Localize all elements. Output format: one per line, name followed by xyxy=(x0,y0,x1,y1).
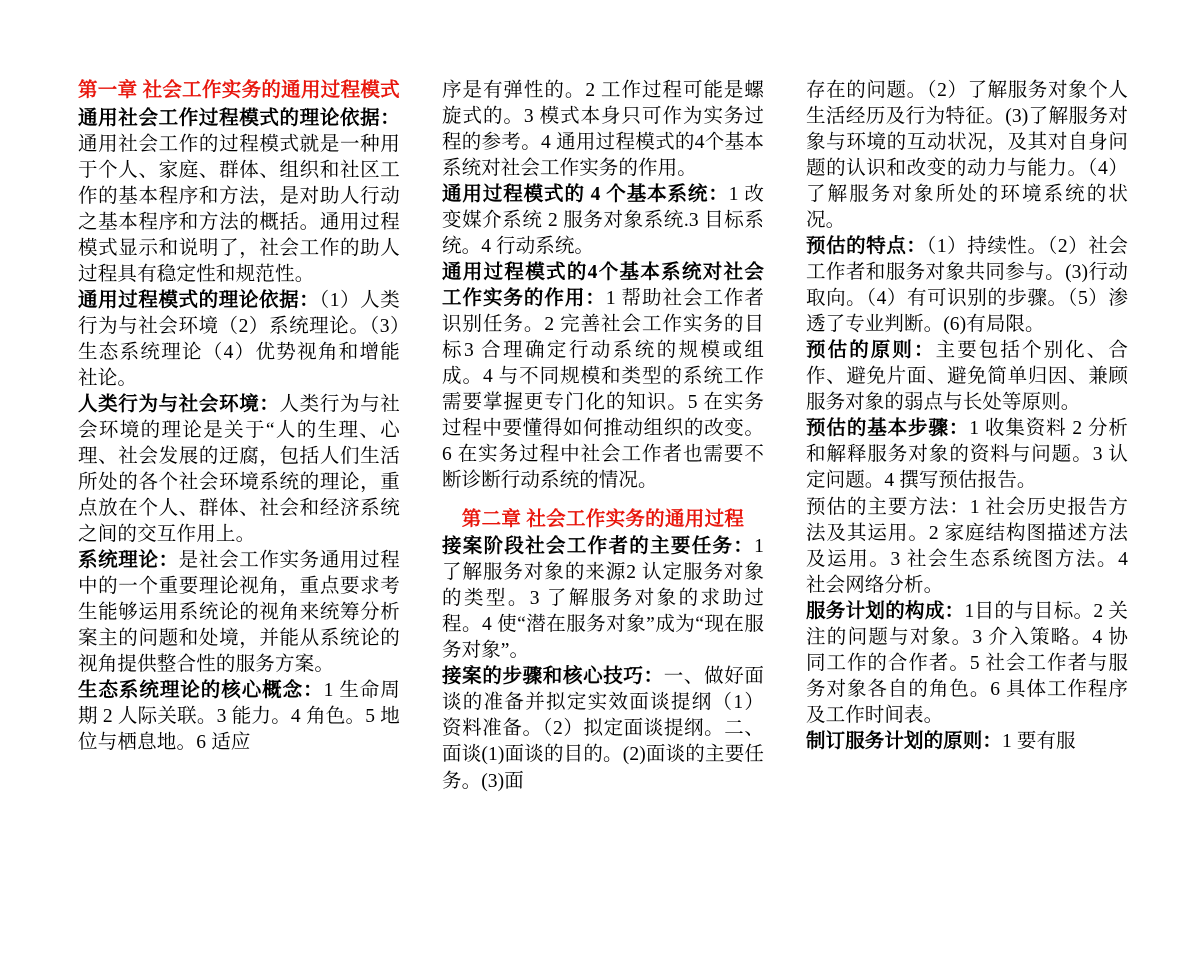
paragraph-body: 主要包括个别化、合作、避免片面、避免简单归因、兼顾服务对象的弱点与长处等原则。 xyxy=(806,340,1128,414)
paragraph-body: 1目的与目标。2 关注的问题与对象。3 介入策略。4 协同工作的合作者。5 社会工作者与服务对象各自的角色。6 具体工作程序及工作时间表。 xyxy=(806,600,1128,726)
paragraph xyxy=(806,234,1128,338)
paragraph-heading: 通用社会工作过程模式的理论依据： xyxy=(78,107,400,129)
paragraph-body: 1 改变媒介系统 2 服务对象系统.3 目标系统。4 行动系统。 xyxy=(442,184,764,258)
paragraph xyxy=(442,78,764,182)
paragraph xyxy=(806,729,1128,755)
paragraph xyxy=(806,495,1128,599)
paragraph-heading: 制订服务计划的原则： xyxy=(806,730,1003,752)
paragraph-heading: 通用过程模式的4个基本系统对社会工作实务的作用： xyxy=(442,262,764,310)
paragraph xyxy=(806,338,1128,416)
paragraph-body: 通用社会工作的过程模式就是一种用于个人、家庭、群体、组织和社区工作的基本程序和方法，是对助人行动之基本程序和方法的概括。通用过程模式显示和说明了，社会工作的助人过程具有稳定性和规范性。 xyxy=(78,133,400,285)
paragraph-body: 序是有弹性的。2 工作过程可能是螺旋式的。3 模式本身只可作为实务过程的参考。4 通用过程模式的4个基本系统对社会工作实务的作用。 xyxy=(442,80,764,180)
paragraph-heading: 通用过程模式的理论依据： xyxy=(78,289,320,311)
three-column-layout xyxy=(78,78,1135,795)
chapter-title-2: 第二章 社会工作实务的通用过程 xyxy=(461,508,745,530)
paragraph-heading: 系统理论： xyxy=(78,550,179,572)
paragraph xyxy=(442,260,764,494)
paragraph-heading: 服务计划的构成： xyxy=(806,600,965,622)
paragraph-body: 1 帮助社会工作者识别任务。2 完善社会工作实务的目标3 合理确定行动系统的规模或组成。4 与不同规模和类型的系统工作需要掌握更专门化的知识。5 在实务过程中要懂得如何推动组织的改变。6 在实务过程中社会工作者也需要不断诊断行动系统的情况。 xyxy=(442,288,764,492)
paragraph-body: （1）持续性。（2）社会工作者和服务对象共同参与。(3)行动取向。（4）有可识别的步骤。（5）渗透了专业判断。(6)有局限。 xyxy=(806,236,1128,336)
paragraph xyxy=(78,548,400,678)
paragraph xyxy=(806,416,1128,494)
paragraph-body: 1 生命周期 2 人际关联。3 能力。4 角色。5 地位与栖息地。6 适应 xyxy=(78,680,400,754)
paragraph xyxy=(442,534,764,664)
chapter-title-1: 第一章 社会工作实务的通用过程模式 xyxy=(78,80,400,101)
column-left xyxy=(78,78,400,757)
paragraph xyxy=(442,664,764,794)
paragraph-body: 1 收集资料 2 分析和解释服务对象的资料与问题。3 认定问题。4 撰写预估报告。 xyxy=(806,418,1128,492)
paragraph-body: 存在的问题。（2）了解服务对象个人生活经历及行为特征。(3)了解服务对象与环境的互动状况，及其对自身问题的认识和改变的动力与能力。（4）了解服务对象所处的环境系统的状况。 xyxy=(806,80,1128,232)
paragraph-heading: 通用过程模式的 4 个基本系统： xyxy=(442,184,729,206)
paragraph xyxy=(806,78,1128,234)
paragraph-body: 预估的主要方法：1 社会历史报告方法及其运用。2 家庭结构图描述方法及运用。3 社会生态系统图方法。4 社会网络分析。 xyxy=(806,496,1128,596)
paragraph-body: （1）人类行为与社会环境（2）系统理论。（3）生态系统理论（4）优势视角和增能社论。 xyxy=(78,289,400,390)
paragraph-body: 一、做好面谈的准备并拟定实效面谈提纲（1）资料准备。（2）拟定面谈提纲。二、面谈(1)面谈的目的。(2)面谈的主要任务。(3)面 xyxy=(442,666,764,792)
paragraph xyxy=(78,106,400,288)
paragraph-heading: 接案的步骤和核心技巧： xyxy=(442,666,664,688)
paragraph-body: 1 要有服 xyxy=(1002,730,1076,752)
column-right xyxy=(806,78,1128,755)
paragraph-heading: 人类行为与社会环境： xyxy=(78,394,280,416)
paragraph-heading: 预估的特点： xyxy=(806,236,927,258)
paragraph xyxy=(78,288,400,392)
paragraph xyxy=(442,182,764,260)
paragraph xyxy=(806,599,1128,729)
paragraph-heading: 预估的原则： xyxy=(806,340,936,362)
paragraph-body: 1 了解服务对象的来源2 认定服务对象的类型。3 了解服务对象的求助过程。4 使“潜在服务对象”成为“现在服务对象”。 xyxy=(442,536,764,662)
paragraph xyxy=(78,678,400,756)
column-middle xyxy=(442,78,764,795)
paragraph xyxy=(78,392,400,548)
paragraph-heading: 生态系统理论的核心概念： xyxy=(78,680,324,702)
paragraph-body: 是社会工作实务通用过程中的一个重要理论视角，重点要求考生能够运用系统论的视角来统筹分析案主的问题和处境，并能从系统论的视角提供整合性的服务方案。 xyxy=(78,550,400,676)
paragraph-body: 人类行为与社会环境的理论是关于“人的生理、心理、社会发展的迂腐，包括人们生活所处的各个社会环境系统的理论，重点放在个人、群体、社会和经济系统之间的交互作用上。 xyxy=(78,394,400,546)
paragraph-heading: 接案阶段社会工作者的主要任务： xyxy=(442,536,755,558)
paragraph-heading: 预估的基本步骤： xyxy=(806,418,970,440)
